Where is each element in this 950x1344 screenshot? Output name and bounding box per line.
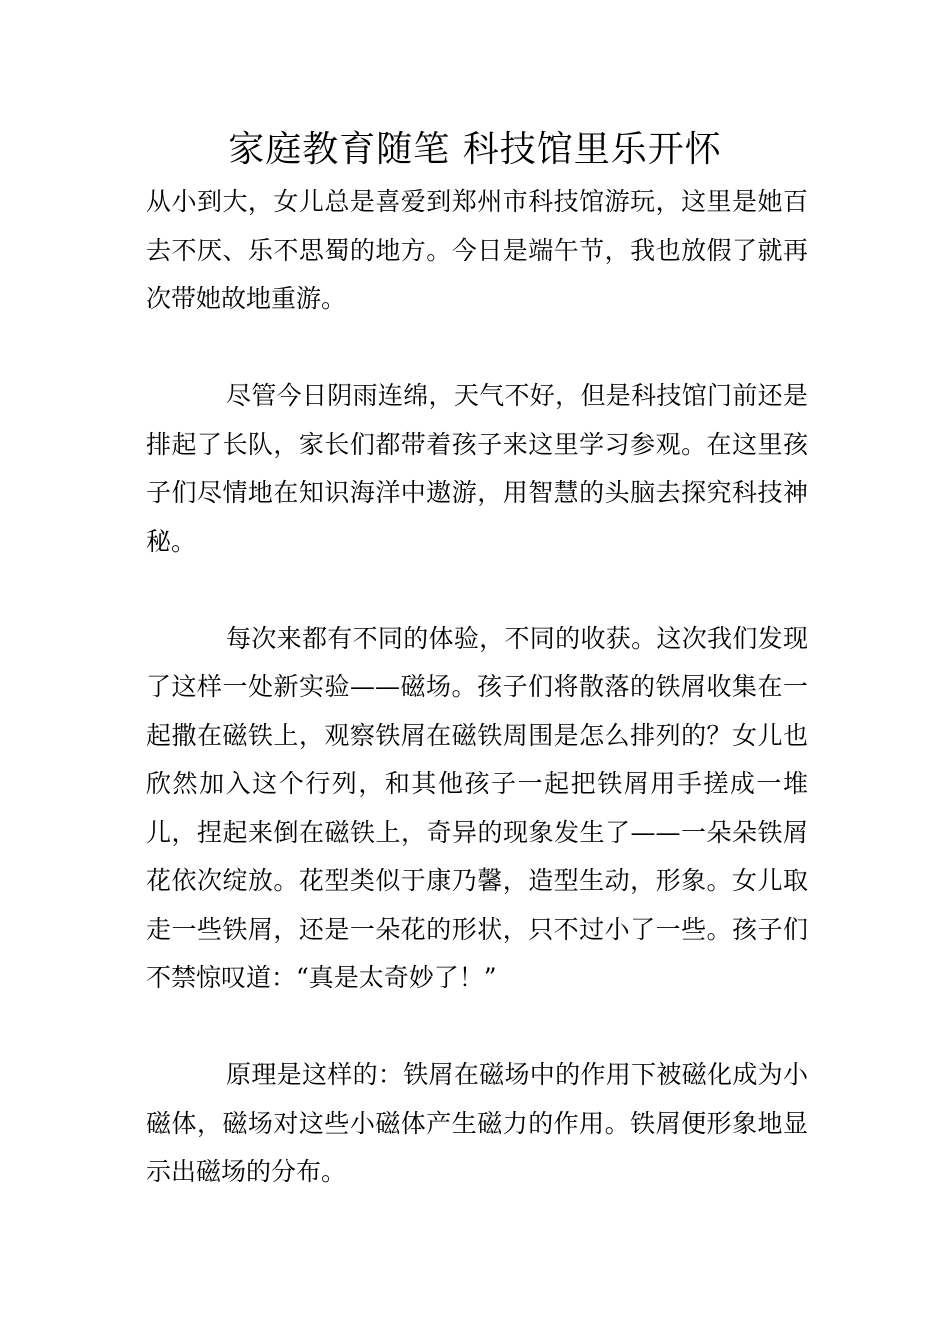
- paragraph-1: 从小到大，女儿总是喜爱到郑州市科技馆游玩，这里是她百去不厌、乐不思蜀的地方。今日是端午节，我也放假了就再次带她故地重游。: [146, 187, 808, 313]
- paragraph-2: 尽管今日阴雨连绵，天气不好，但是科技馆门前还是排起了长队，家长们都带着孩子来这里学习参观。在这里孩子们尽情地在知识海洋中遨游，用智慧的头脑去探究科技神秘。: [146, 381, 808, 556]
- document-title: 家庭教育随笔 科技馆里乐开怀: [228, 129, 722, 170]
- paragraph-3: 每次来都有不同的体验，不同的收获。这次我们发现了这样一处新实验——磁场。孩子们将散落的铁屑收集在一起撒在磁铁上，观察铁屑在磁铁周围是怎么排列的？女儿也欣然加入这个行列，和其他孩子一起把铁屑用手搓成一堆儿，捏起来倒在磁铁上，奇异的现象发生了——一朵朵铁屑花依次绽放。花型类似于康乃馨，造型生动，形象。女儿取走一些铁屑，还是一朵花的形状，只不过小了一些。孩子们不禁惊叹道：“真是太奇妙了！”: [146, 623, 808, 992]
- paragraph-4: 原理是这样的：铁屑在磁场中的作用下被磁化成为小磁体，磁场对这些小磁体产生磁力的作用。铁屑便形象地显示出磁场的分布。: [146, 1060, 808, 1186]
- document-body: [146, 178, 808, 1197]
